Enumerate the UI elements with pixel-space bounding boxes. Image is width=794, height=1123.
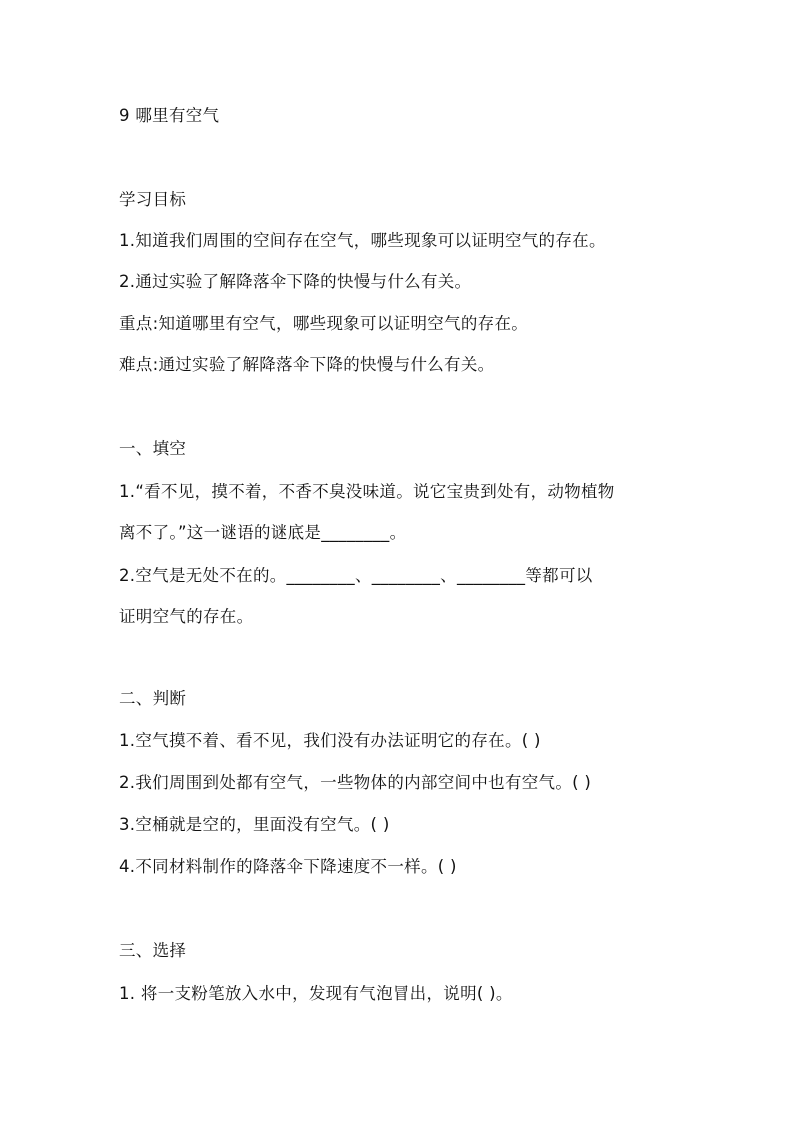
choice-q1: 1. 将一支粉笔放入水中，发现有气泡冒出，说明( )。 — [119, 984, 513, 1003]
goal-item-1: 1.知道我们周围的空间存在空气，哪些现象可以证明空气的存在。 — [119, 231, 606, 250]
judge-item-4: 4.不同材料制作的降落伞下降速度不一样。( ) — [119, 857, 457, 876]
page-title: 9 哪里有空气 — [119, 106, 220, 125]
goal-item-2: 2.通过实验了解降落伞下降的快慢与什么有关。 — [119, 272, 472, 291]
difficult-point: 难点:通过实验了解降落伞下降的快慢与什么有关。 — [119, 355, 495, 374]
judge-item-3: 3.空桶就是空的，里面没有空气。( ) — [119, 815, 390, 834]
fill-blank-heading: 一、填空 — [119, 439, 187, 458]
fill-blank-q2-line1: 2.空气是无处不在的。________、________、________等都可以 — [119, 566, 593, 585]
fill-blank-q1-line1: 1.“看不见，摸不着，不香不臭没味道。说它宝贵到处有，动物植物 — [119, 482, 615, 501]
judge-item-1: 1.空气摸不着、看不见，我们没有办法证明它的存在。( ) — [119, 731, 541, 750]
judge-item-2: 2.我们周围到处都有空气，一些物体的内部空间中也有空气。( ) — [119, 773, 592, 792]
key-point: 重点:知道哪里有空气，哪些现象可以证明空气的存在。 — [119, 314, 529, 333]
fill-blank-q2-line2: 证明空气的存在。 — [119, 607, 254, 626]
goals-heading: 学习目标 — [119, 190, 187, 209]
judge-heading: 二、判断 — [119, 689, 187, 708]
fill-blank-q1-line2: 离不了。”这一谜语的谜底是________。 — [119, 523, 407, 542]
choice-heading: 三、选择 — [119, 941, 187, 960]
